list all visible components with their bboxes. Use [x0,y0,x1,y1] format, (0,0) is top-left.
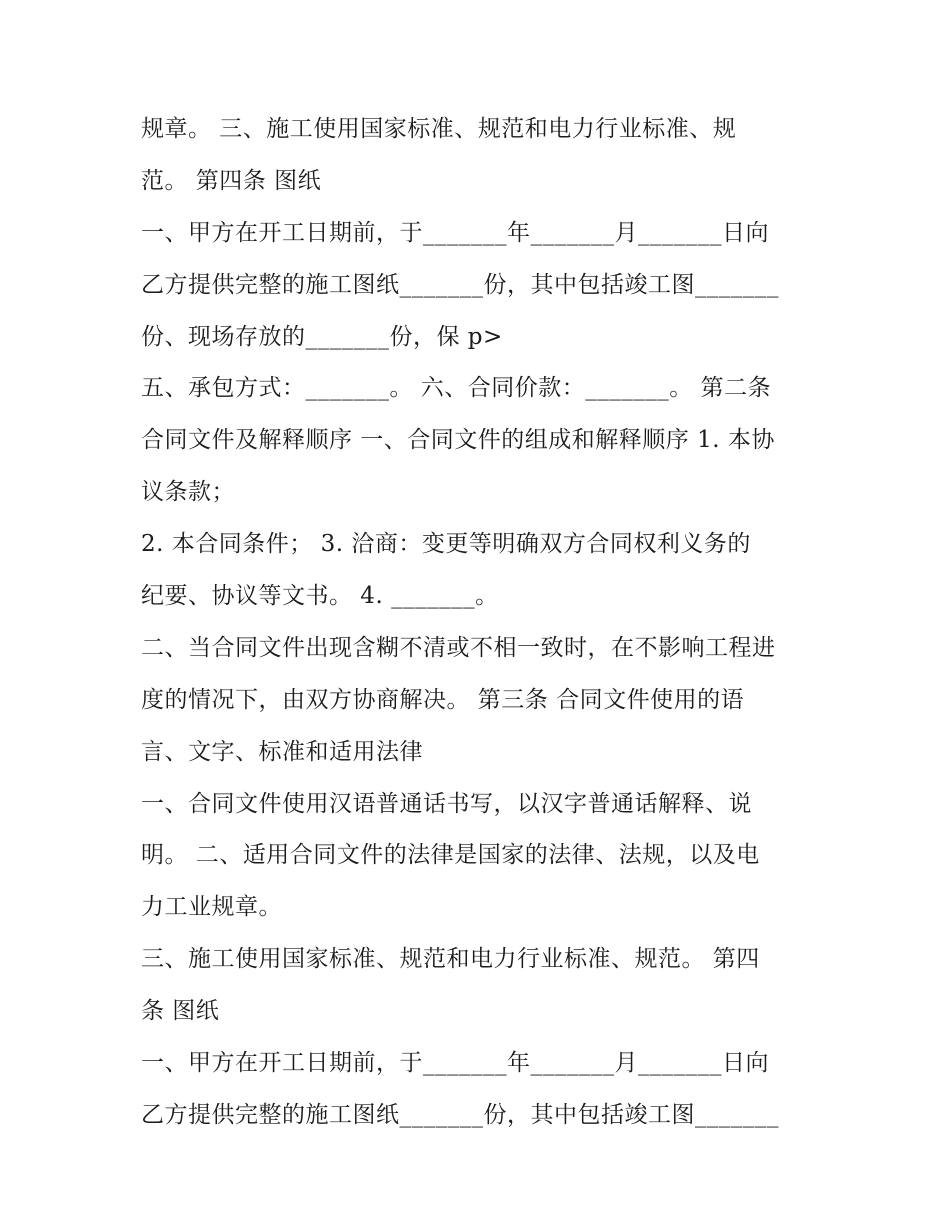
text-line: 力工业规章。 [141,894,282,921]
text-line: 议条款； [141,479,235,506]
text-line: 一、甲方在开工日期前，于_______年_______月_______日向 [141,1050,769,1077]
text-line: 条 图纸 [141,998,220,1025]
text-line: 规章。 三、施工使用国家标准、规范和电力行业标准、规 [141,116,737,142]
text-line: 2. 本合同条件； 3. 洽商：变更等明确双方合同权利义务的 [141,531,751,558]
text-line: 明。 二、适用合同文件的法律是国家的法律、法规，以及电 [141,842,760,869]
text-line: 乙方提供完整的施工图纸_______份，其中包括竣工图_______ [141,271,779,298]
text-line: 范。 第四条 图纸 [141,167,322,194]
text-line: 一、甲方在开工日期前，于_______年_______月_______日向 [141,219,769,246]
text-line: 纪要、协议等文书。 4. _______。 [141,583,499,610]
text-line: 一、合同文件使用汉语普通话书写，以汉字普通话解释、说 [141,790,752,817]
text-line: 乙方提供完整的施工图纸_______份，其中包括竣工图_______ [141,1101,779,1128]
text-line: 三、施工使用国家标准、规范和电力行业标准、规范。 第四 [141,946,760,973]
text-line: 份、现场存放的_______份，保 p> [141,323,503,350]
text-line: 度的情况下，由双方协商解决。 第三条 合同文件使用的语 [141,686,745,713]
text-line: 合同文件及解释顺序 一、合同文件的组成和解释顺序 1. 本协 [141,427,775,454]
text-line: 言、文字、标准和适用法律 [141,738,423,765]
text-line: 五、承包方式：_______。 六、合同价款：_______。 第二条 [141,375,772,402]
text-line: 二、当合同文件出现含糊不清或不相一致时，在不影响工程进 [141,634,776,661]
document-body [141,104,821,1142]
